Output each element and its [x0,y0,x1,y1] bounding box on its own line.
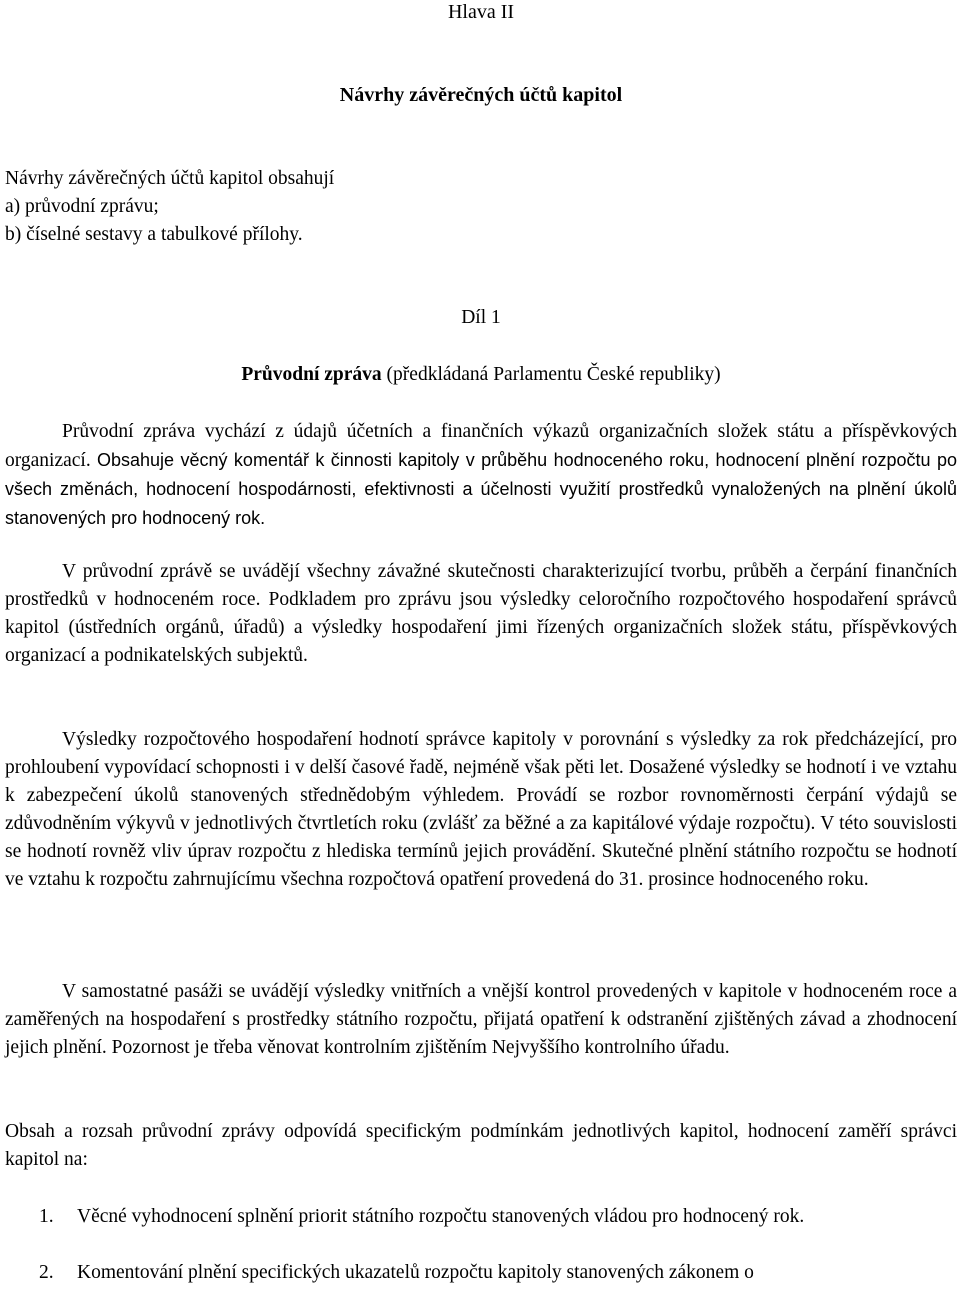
section-heading [5,361,957,389]
intro-block [5,165,957,249]
list-item-number: 1. [39,1206,54,1227]
section-heading-bold: Průvodní zpráva [241,364,382,385]
section-heading-rest: (předkládaná Parlamentu České republiky) [381,364,721,385]
document-title: Návrhy závěrečných účtů kapitol [339,84,623,106]
list-item [5,1203,957,1231]
intro-item-a: a) průvodní zprávu; [5,196,159,217]
paragraph-2: V průvodní zprávě se uvádějí všechny závažné skutečnosti charakterizující tvorbu, průběh a čerpání finančních prostředků v hodnoceném roce. Podkladem pro zprávu jsou výsledky celoročního rozpočtového hospodaření správců kapitol (ústředních orgánů, úřadů) a výsledky hospodaření jimi řízených organizačních složek státu, příspěvkových organizací a podnikatelských subjektů. [5,561,957,666]
paragraph-1-sans: Obsahuje věcný komentář k činnosti kapitoly v průběhu hodnoceného roku, hodnocení plnění rozpočtu po všech změnách, hodnocení hospodárnosti, efektivnosti a účelnosti využití prostředků vynaložených na plnění úkolů stanovených pro hodnocený rok. [5,450,957,528]
intro-item-b: b) číselné sestavy a tabulkové přílohy. [5,224,303,245]
paragraph-5: Obsah a rozsah průvodní zprávy odpovídá specifickým podmínkám jednotlivých kapitol, hodnocení zaměří správci kapitol na: [5,1121,957,1170]
list-item-text: Věcné vyhodnocení splnění priorit státního rozpočtu stanovených vládou pro hodnocený rok. [77,1206,805,1227]
paragraph-3: Výsledky rozpočtového hospodaření hodnotí správce kapitoly v porovnání s výsledky za rok předcházející, pro prohloubení vypovídací schopnosti i v delší časové řadě, nejméně však pěti let. Dosažené výsledky se hodnotí i ve vztahu k zabezpečení úkolů stanovených střednědobým výhledem. Provádí se rozbor rovnoměrnosti čerpání výdajů se zdůvodněním výkyvů v jednotlivých čtvrtletích roku (zvlášť za běžné a za kapitálové výdaje rozpočtu). V této souvislosti se hodnotí rovněž vliv úprav rozpočtu z hlediska termínů jejich provádění. Skutečné plnění státního rozpočtu se hodnotí ve vztahu k rozpočtu zahrnujícímu všechna rozpočtová opatření provedená do 31. prosince hodnoceného roku. [5,729,957,890]
numbered-list [5,1203,957,1315]
paragraph-4: V samostatné pasáži se uvádějí výsledky vnitřních a vnější kontrol provedených v kapitole v hodnoceném roce a zaměřených na hospodaření s prostředky státního rozpočtu, přijatá opatření k odstranění zjištěných závad a zhodnocení jejich plnění. Pozornost je třeba věnovat kontrolním zjištěním Nejvyššího kontrolního úřadu. [5,981,957,1058]
part-heading: Hlava II [447,1,515,23]
list-item-text: Komentování plnění specifických ukazatelů rozpočtu kapitoly stanovených zákonem o [77,1262,754,1283]
section-number: Díl 1 [461,307,501,328]
intro-line: Návrhy závěrečných účtů kapitol obsahují [5,168,335,189]
list-item [5,1259,957,1287]
paragraph-1-serif: Průvodní zpráva vychází z údajů účetních a finančních výkazů organizačních složek státu a příspěvkových organizací. [5,421,957,471]
list-item-number: 2. [39,1262,54,1283]
paragraph-1 [5,418,957,533]
